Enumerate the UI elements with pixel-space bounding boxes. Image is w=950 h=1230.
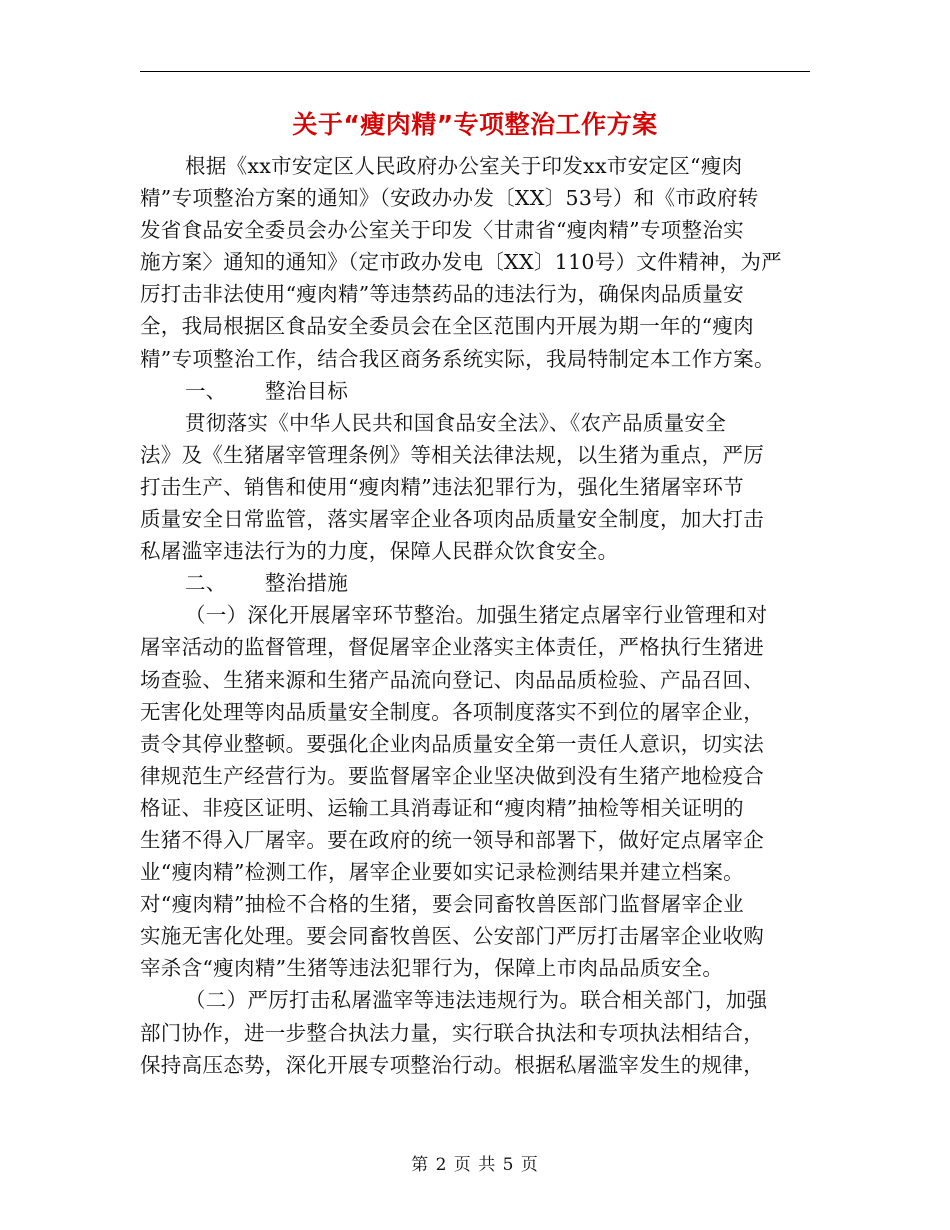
section2-para1-line: 屠宰活动的监督管理，督促屠宰企业落实主体责任，严格执行生猪进	[140, 635, 764, 660]
intro-line: 施方案〉通知的通知》（定市政办发电〔XX〕110号）文件精神，为严	[140, 250, 782, 275]
section2-para1-line: 业“瘦肉精”检测工作，屠宰企业要如实记录检测结果并建立档案。	[140, 860, 744, 885]
section-heading-text: 整治目标	[265, 378, 349, 403]
section1-line: 打击生产、销售和使用“瘦肉精”违法犯罪行为，强化生猪屠宰环节	[140, 474, 744, 499]
intro-line: 厉打击非法使用“瘦肉精”等违禁药品的违法行为，确保肉品质量安	[140, 282, 744, 307]
header-rule	[140, 71, 810, 72]
section2-para1-line: 生猪不得入厂屠宰。要在政府的统一领导和部署下，做好定点屠宰企	[140, 827, 764, 852]
intro-line: 发省食品安全委员会办公室关于印发〈甘肃省“瘦肉精”专项整治实	[140, 218, 744, 243]
section2-para1-line: 责令其停业整顿。要强化企业肉品质量安全第一责任人意识，切实法	[140, 731, 764, 756]
intro-line: 根据《xx市安定区人民政府办公室关于印发xx市安定区“瘦肉	[185, 154, 743, 178]
intro-line: 精”专项整治工作，结合我区商务系统实际，我局特制定本工作方案。	[140, 346, 775, 371]
section2-para1-line: 实施无害化处理。要会同畜牧兽医、公安部门严厉打击屠宰企业收购	[140, 924, 764, 949]
section2-para1-line: 场查验、生猪来源和生猪产品流向登记、肉品品质检验、产品召回、	[140, 667, 764, 692]
document-body	[140, 150, 810, 1081]
section2-para1-line: 宰杀含“瘦肉精”生猪等违法犯罪行为，保障上市肉品品质安全。	[140, 956, 724, 981]
section2-para2-line: 保持高压态势，深化开展专项整治行动。根据私屠滥宰发生的规律，	[140, 1052, 764, 1077]
section-heading	[140, 567, 810, 599]
intro-line: 精”专项整治方案的通知》（安政办办发〔XX〕53号）和《市政府转	[140, 186, 759, 211]
section1-line: 法》及《生猪屠宰管理条例》等相关法律法规，以生猪为重点，严厉	[140, 442, 764, 467]
section2-para1-line: 对“瘦肉精”抽检不合格的生猪，要会同畜牧兽医部门监督屠宰企业	[140, 892, 744, 917]
page-footer: 第 2 页 共 5 页	[411, 1155, 539, 1175]
section-number: 二、	[185, 571, 227, 596]
section1-line: 贯彻落实《中华人民共和国食品安全法》、《农产品质量安全	[185, 410, 727, 435]
section2-para1-line: （一）深化开展屠宰环节整治。加强生猪定点屠宰行业管理和对	[185, 603, 768, 628]
section2-para1-line: 格证、非疫区证明、运输工具消毒证和“瘦肉精”抽检等相关证明的	[140, 795, 744, 820]
intro-line: 全，我局根据区食品安全委员会在全区范围内开展为期一年的“瘦肉	[140, 314, 754, 339]
section-heading	[140, 375, 810, 407]
section1-line: 质量安全日常监管，落实屠宰企业各项肉品质量安全制度，加大打击	[140, 507, 764, 532]
section-number: 一、	[185, 378, 227, 403]
section2-para1-line: 无害化处理等肉品质量安全制度。各项制度落实不到位的屠宰企业，	[140, 699, 764, 724]
section-heading-text: 整治措施	[265, 571, 349, 596]
section2-para2-line: 部门协作，进一步整合执法力量，实行联合执法和专项执法相结合，	[140, 1020, 764, 1045]
section1-line: 私屠滥宰违法行为的力度，保障人民群众饮食安全。	[140, 539, 619, 564]
document-title: 关于“瘦肉精”专项整治工作方案	[292, 110, 658, 139]
section2-para2-line: （二）严厉打击私屠滥宰等违法违规行为。联合相关部门，加强	[185, 988, 768, 1013]
section2-para1-line: 律规范生产经营行为。要监督屠宰企业坚决做到没有生猪产地检疫合	[140, 763, 764, 788]
